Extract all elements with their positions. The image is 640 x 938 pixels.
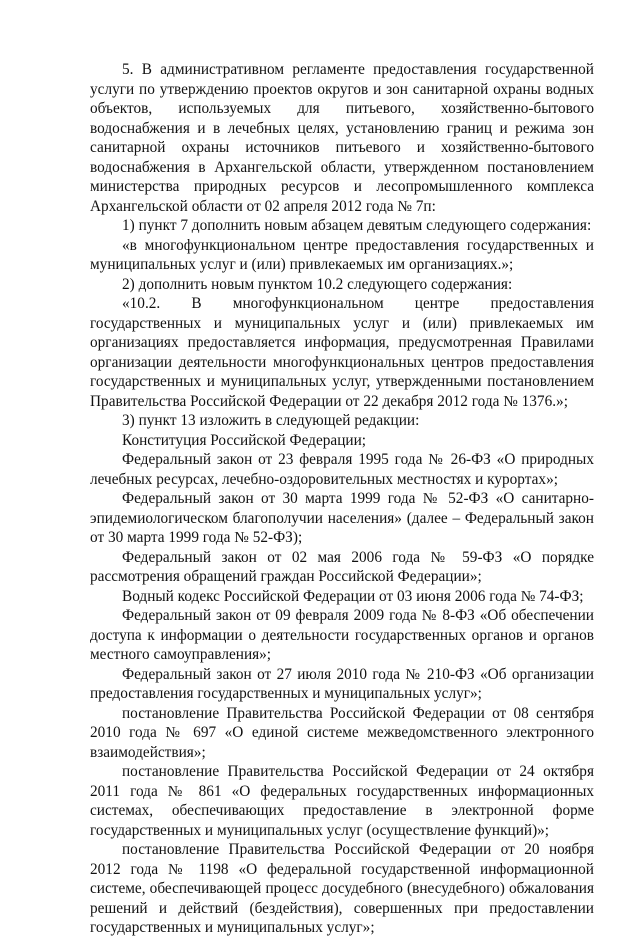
paragraph-item-1-text: «в многофункциональном центре предоставления государственных и муниципальных услуг и (или) привлекаемых им организациях.»; bbox=[90, 236, 594, 273]
paragraph-item-3: 3) пункт 13 изложить в следующей редакции: bbox=[122, 412, 420, 429]
paragraph-item-1: 1) пункт 7 дополнить новым абзацем девятым следующего содержания: bbox=[122, 217, 592, 234]
list-item-law-210fz: Федеральный закон от 27 июля 2010 года № 210-ФЗ «Об организации предоставления государственных и муниципальных услуг»; bbox=[90, 665, 594, 702]
list-item-law-26fz: Федеральный закон от 23 февраля 1995 года № 26-ФЗ «О природных лечебных ресурсах, лечебно-оздоровительных местностях и курортах»; bbox=[90, 451, 594, 488]
list-item-law-52fz: Федеральный закон от 30 марта 1999 года № 52-ФЗ «О санитарно-эпидемиологическом благополучии населения» (далее – Федеральный закон от 30 марта 1999 года № 52-ФЗ); bbox=[90, 490, 594, 546]
paragraph-item-2: 2) дополнить новым пунктом 10.2 следующего содержания: bbox=[122, 275, 513, 293]
list-item-resolution-861: постановление Правительства Российской Федерации от 24 октября 2011 года № 861 «О федеральных государственных информационных системах, обеспечивающих предоставление в электронной форме государственных и муниципальных услуг (осуществление функций)»; bbox=[90, 763, 594, 839]
list-item-constitution: Конституция Российской Федерации; bbox=[122, 431, 367, 449]
list-item-law-59fz: Федеральный закон от 02 мая 2006 года № 59-ФЗ «О порядке рассмотрения обращений граждан Российской Федерации»; bbox=[90, 548, 594, 585]
document-page bbox=[90, 60, 594, 938]
list-item-resolution-697: постановление Правительства Российской Федерации от 08 сентября 2010 года № 697 «О единой системе межведомственного электронного взаимодействия»; bbox=[90, 704, 594, 761]
list-item-resolution-1198: постановление Правительства Российской Федерации от 20 ноября 2012 года № 1198 «О федеральной государственной информационной системе, обеспечивающей процесс досудебного (внесудебного) обжалования решений и действий (бездействия), совершенных при предоставлении государственных и муниципальных услуг»; bbox=[90, 841, 594, 936]
paragraph-item-2-text: «10.2. В многофункциональном центре предоставления государственных и муниципальных услуг и (или) привлекаемых им организациях предоставляется информация, предусмотренная Правилами организации деятельности многофункциональных центров предоставления государственных и муниципальных услуг, утвержденными постановлением Правительства Российской Федерации от 22 декабря 2012 года № 1376.»; bbox=[90, 295, 594, 410]
list-item-law-8fz: Федеральный закон от 09 февраля 2009 года № 8-ФЗ «Об обеспечении доступа к информации о деятельности государственных органов и органов местного самоуправления»; bbox=[90, 607, 594, 663]
paragraph-amendment-intro: 5. В административном регламенте предоставления государственной услуги по утверждению проектов округов и зон санитарной охраны водных объектов, используемых для питьевого, хозяйственно-бытового водоснабжения и в лечебных целях, установлению границ и режима зон санитарной охраны источников питьевого и хозяйственно-бытового водоснабжения в Архангельской области, утвержденном постановлением министерства природных ресурсов и лесопромышленного комплекса Архангельской области от 02 апреля 2012 года № 7п: bbox=[90, 61, 594, 215]
list-item-water-code: Водный кодекс Российской Федерации от 03 июня 2006 года № 74-ФЗ; bbox=[122, 587, 584, 605]
